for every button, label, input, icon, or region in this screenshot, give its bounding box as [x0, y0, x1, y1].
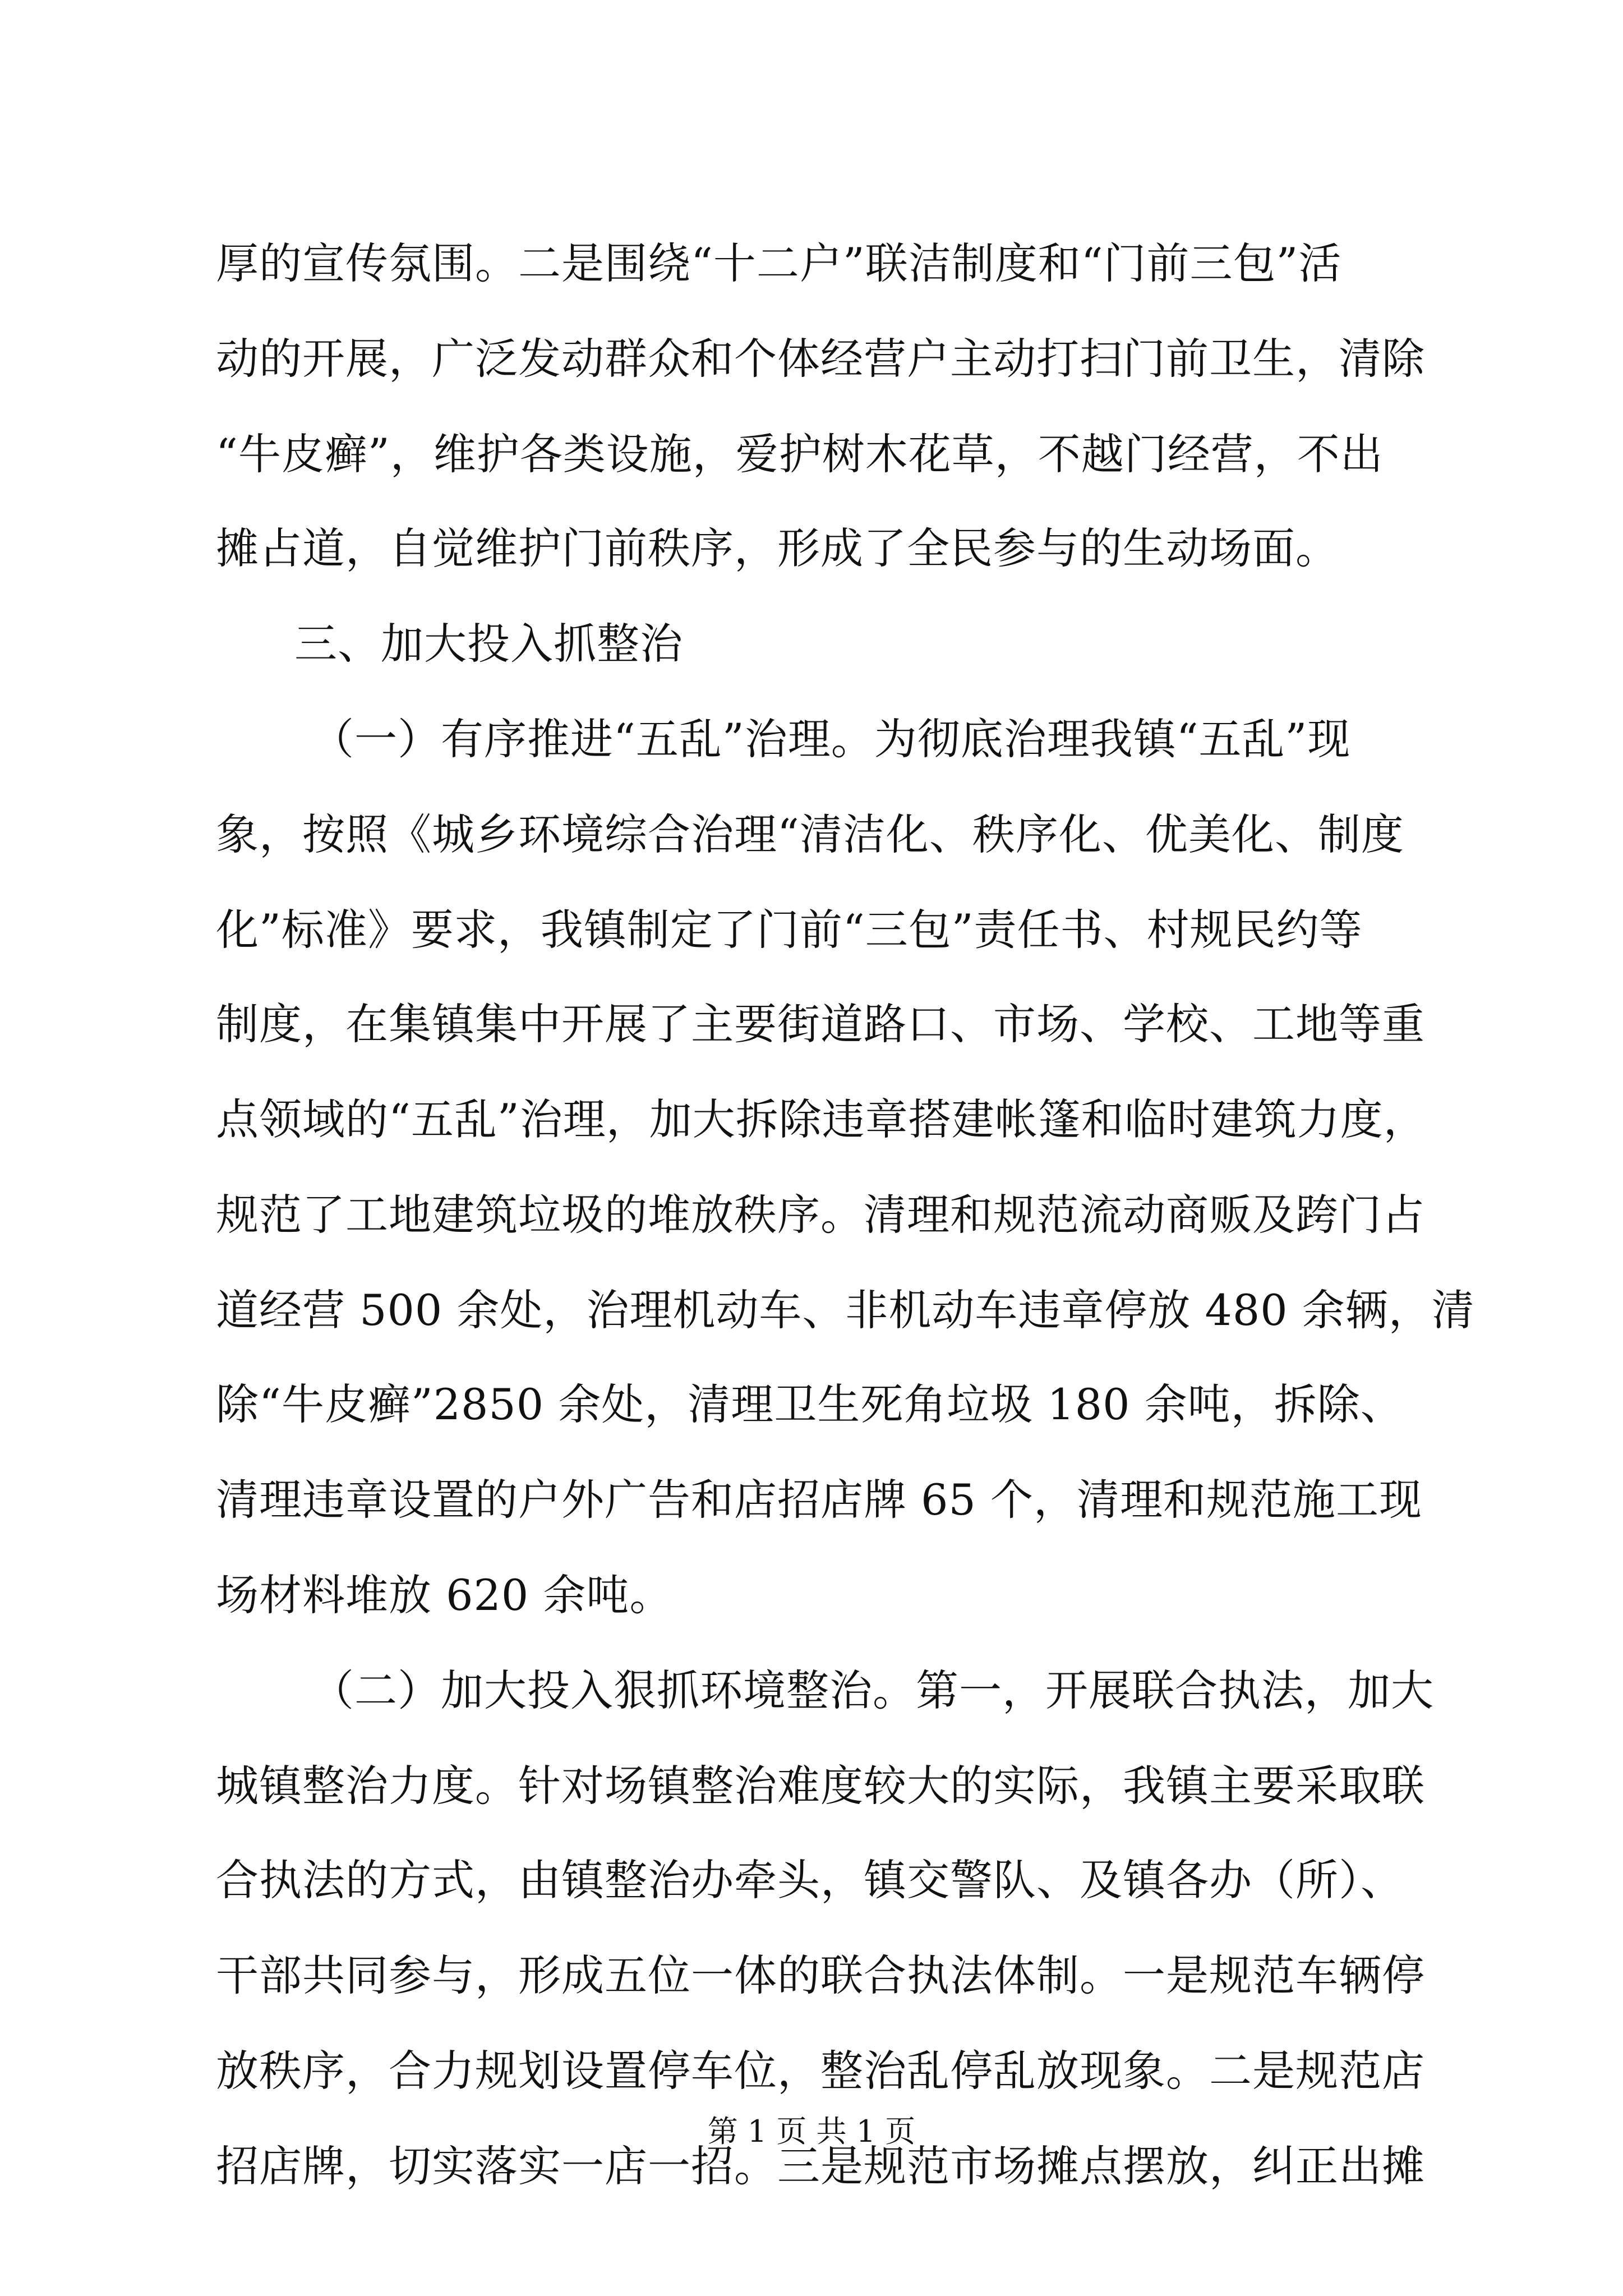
body-line: 除“牛皮癣”2850 余处，清理卫生死角垃圾 180 余吨，拆除、	[216, 1379, 1404, 1429]
body-line: 道经营 500 余处，治理机动车、非机动车违章停放 480 余辆，清	[216, 1285, 1475, 1335]
body-line: 象，按照《城乡环境综合治理“清洁化、秩序化、优美化、制度	[216, 809, 1404, 859]
body-line: 动的开展，广泛发动群众和个体经营户主动打扫门前卫生，清除	[216, 334, 1425, 384]
body-line: 场材料堆放 620 余吨。	[216, 1570, 673, 1620]
paragraph-first-line: （二）加大投入狠抓环境整治。第一，开展联合执法，加大	[311, 1665, 1434, 1715]
body-line: 干部共同参与，形成五位一体的联合执法体制。一是规范车辆停	[216, 1950, 1425, 2000]
body-line: 清理违章设置的户外广告和店招店牌 65 个，清理和规范施工现	[216, 1475, 1423, 1525]
body-line: 城镇整治力度。针对场镇整治难度较大的实际，我镇主要采取联	[216, 1761, 1425, 1811]
body-line: 放秩序，合力规划设置停车位，整治乱停乱放现象。二是规范店	[216, 2046, 1425, 2096]
paragraph-first-line: （一）有序推进“五乱”治理。为彻底治理我镇“五乱”现	[311, 714, 1351, 764]
section-heading: 三、加大投入抓整治	[294, 619, 683, 669]
body-line: 摊占道，自觉维护门前秩序，形成了全民参与的生动场面。	[216, 523, 1339, 573]
body-line: 制度，在集镇集中开展了主要街道路口、市场、学校、工地等重	[216, 999, 1425, 1049]
page-number-footer: 第 1 页 共 1 页	[707, 2114, 916, 2149]
body-line: “牛皮癣”，维护各类设施，爱护树木花草，不越门经营，不出	[216, 429, 1384, 479]
body-line: 点领域的“五乱”治理，加大拆除违章搭建帐篷和临时建筑力度，	[216, 1094, 1427, 1144]
body-line: 化”标准》要求，我镇制定了门前“三包”责任书、村规民约等	[216, 905, 1363, 955]
body-line: 规范了工地建筑垃圾的堆放秩序。清理和规范流动商贩及跨门占	[216, 1190, 1425, 1240]
body-line: 厚的宣传氛围。二是围绕“十二户”联洁制度和“门前三包”活	[216, 238, 1342, 288]
body-line: 合执法的方式，由镇整治办牵头，镇交警队、及镇各办（所）、	[216, 1855, 1404, 1905]
body-line: 招店牌，切实落实一店一招。三是规范市场摊点摆放，纠正出摊	[216, 2141, 1425, 2191]
